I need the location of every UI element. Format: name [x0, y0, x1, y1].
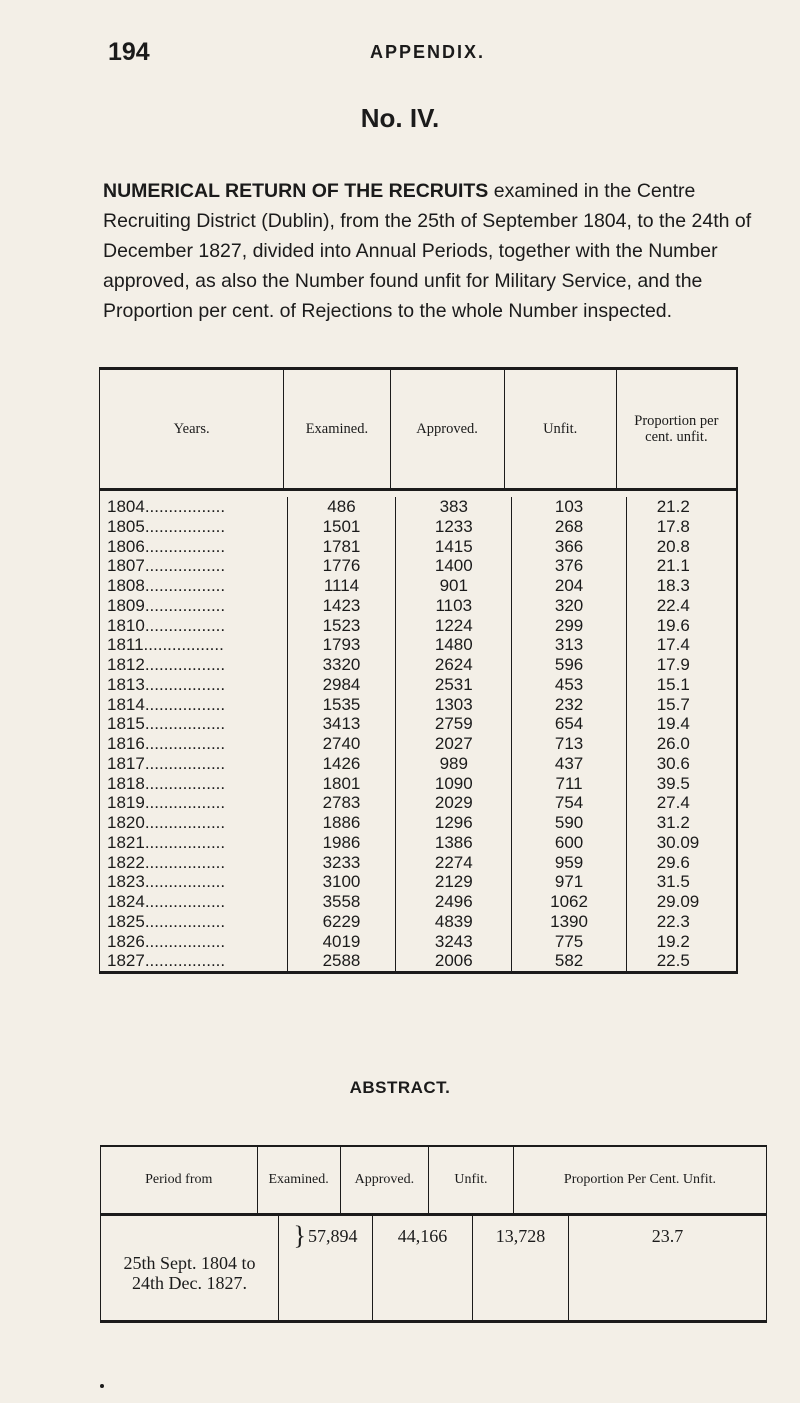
table-cell-year: 1804.................: [107, 497, 226, 516]
table-cell-unfit: 103: [554, 497, 584, 516]
table-cell-proportion: 31.2: [656, 813, 690, 832]
table-cell-unfit: 299: [554, 615, 584, 635]
table-cell-approved: 1303: [434, 694, 473, 714]
abstract-unfit: 13,728: [473, 1216, 569, 1320]
table-cell-approved: 1224: [434, 615, 473, 635]
table-cell-proportion: 39.5: [656, 773, 690, 793]
table-cell-unfit: 437: [554, 753, 584, 773]
table-cell-proportion: 17.9: [656, 655, 690, 674]
page-number: 194: [108, 38, 150, 66]
table-cell-unfit: 376: [554, 556, 584, 576]
table-cell-examined: 1535: [322, 694, 361, 714]
column-years: [100, 497, 288, 971]
table-cell-proportion: 19.4: [656, 714, 690, 734]
table-cell-examined: 1781: [322, 536, 361, 556]
table-cell-examined: 1793: [322, 635, 361, 655]
table-cell-approved: 2027: [434, 734, 473, 753]
table-cell-unfit: 320: [554, 595, 584, 615]
abstract-header-unfit: Unfit.: [429, 1147, 514, 1213]
table-cell-unfit: 775: [554, 931, 584, 951]
table-cell-approved: 1233: [434, 516, 473, 536]
table-cell-examined: 3100: [322, 872, 361, 892]
table-cell-approved: 1090: [434, 773, 473, 793]
table-cell-approved: 3243: [434, 931, 473, 951]
table-cell-examined: 1426: [322, 753, 361, 773]
table-cell-examined: 4019: [322, 931, 361, 951]
header-unfit: Unfit.: [505, 370, 617, 488]
table-cell-year: 1819.................: [107, 793, 226, 813]
abstract-title: ABSTRACT.: [349, 1078, 451, 1097]
table-cell-proportion: 26.0: [656, 734, 690, 753]
table-cell-examined: 3233: [322, 852, 361, 872]
table-cell-examined: 2984: [322, 674, 361, 694]
header-years: Years.: [100, 370, 284, 488]
column-proportion: [627, 497, 736, 971]
table-cell-proportion: 29.09: [656, 892, 700, 911]
intro-paragraph: [103, 176, 765, 326]
table-cell-proportion: 21.1: [656, 556, 690, 576]
table-cell-examined: 1776: [322, 556, 361, 576]
table-cell-year: 1808.................: [107, 576, 226, 595]
table-cell-approved: 2274: [434, 852, 473, 872]
table-cell-year: 1809.................: [107, 595, 226, 615]
table-cell-approved: 2129: [434, 872, 473, 892]
table-cell-proportion: 19.6: [656, 615, 690, 635]
table-cell-approved: 4839: [434, 911, 473, 931]
table-cell-unfit: 582: [554, 951, 584, 971]
table-cell-year: 1825.................: [107, 911, 226, 931]
table-cell-year: 1824.................: [107, 892, 226, 911]
table-cell-examined: 2588: [322, 951, 361, 971]
running-head: APPENDIX.: [370, 42, 486, 62]
abstract-header-approved: Approved.: [341, 1147, 429, 1213]
table-cell-year: 1818.................: [107, 773, 226, 793]
header-examined: Examined.: [284, 370, 390, 488]
table-cell-year: 1826.................: [107, 931, 226, 951]
table-cell-approved: 2006: [434, 951, 473, 971]
abstract-header: [101, 1147, 766, 1216]
table-cell-examined: 2740: [322, 734, 361, 753]
abstract-examined: [279, 1216, 373, 1320]
table-cell-unfit: 711: [555, 773, 583, 793]
table-cell-year: 1820.................: [107, 813, 226, 832]
table-cell-unfit: 590: [554, 813, 584, 832]
abstract-period: [101, 1216, 279, 1320]
abstract-period-line1: 25th Sept. 1804 to: [123, 1253, 256, 1273]
table-cell-approved: 989: [439, 753, 468, 773]
table-cell-examined: 3413: [322, 714, 361, 734]
table-cell-year: 1816.................: [107, 734, 226, 753]
table-cell-approved: 901: [439, 576, 468, 595]
table-cell-year: 1817.................: [107, 753, 226, 773]
table-cell-approved: 2029: [434, 793, 473, 813]
table-cell-examined: 1114: [323, 576, 360, 595]
header-proportion: Proportion per cent. unfit.: [634, 413, 719, 445]
table-cell-examined: 1986: [322, 832, 361, 852]
table-cell-approved: 1296: [434, 813, 473, 832]
table-cell-unfit: 654: [554, 714, 584, 734]
brace-icon: }: [293, 1221, 306, 1250]
table-cell-unfit: 268: [554, 516, 584, 536]
table-cell-approved: 2759: [434, 714, 473, 734]
table-cell-unfit: 754: [554, 793, 584, 813]
table-cell-proportion: 31.5: [656, 872, 690, 892]
table-cell-examined: 6229: [322, 911, 361, 931]
table-cell-approved: 2624: [434, 655, 473, 674]
table-cell-unfit: 600: [554, 832, 584, 852]
abstract-approved: 44,166: [373, 1216, 473, 1320]
table-cell-proportion: 22.4: [656, 595, 690, 615]
table-cell-proportion: 18.3: [656, 576, 690, 595]
table-cell-year: 1815.................: [107, 714, 226, 734]
table-cell-year: 1823.................: [107, 872, 226, 892]
table-cell-approved: 1400: [434, 556, 473, 576]
column-unfit: [512, 497, 626, 971]
abstract-proportion: 23.7: [651, 1226, 684, 1246]
table-cell-proportion: 21.2: [656, 497, 690, 516]
main-table-header: [100, 370, 736, 491]
main-table-body: [100, 491, 736, 971]
table-cell-approved: 383: [439, 497, 468, 516]
table-cell-unfit: 959: [554, 852, 584, 872]
table-cell-year: 1821.................: [107, 832, 226, 852]
table-cell-approved: 1415: [434, 536, 473, 556]
table-cell-examined: 1523: [322, 615, 361, 635]
table-cell-proportion: 29.6: [656, 852, 690, 872]
table-cell-unfit: 366: [554, 536, 584, 556]
table-cell-year: 1814.................: [107, 694, 226, 714]
table-cell-proportion: 17.8: [656, 516, 690, 536]
table-cell-proportion: 27.4: [656, 793, 690, 813]
table-cell-proportion: 15.7: [656, 694, 690, 714]
abstract-period-line2: 24th Dec. 1827.: [132, 1273, 247, 1293]
intro-text: examined in the Centre Recruiting District (Dublin), from the 25th of September 1804, to the 24th of December 1827, divided into Annual Periods, together with the Number approved, as also the Number found unfit for Military Service, and the Proportion per cent. of Rejections to the whole Number inspected.: [103, 180, 752, 322]
abstract-examined-value: 57,894: [307, 1226, 358, 1246]
column-examined: [288, 497, 396, 971]
header-approved: Approved.: [391, 370, 505, 488]
stray-mark: [100, 1384, 104, 1388]
table-cell-unfit: 596: [554, 655, 584, 674]
abstract-header-examined: Examined.: [258, 1147, 341, 1213]
abstract-header-period: Period from: [101, 1147, 258, 1213]
table-cell-examined: 1886: [322, 813, 361, 832]
table-cell-year: 1822.................: [107, 852, 226, 872]
table-cell-proportion: 22.3: [656, 911, 690, 931]
table-cell-unfit: 453: [554, 674, 584, 694]
main-table: [99, 367, 738, 974]
table-cell-year: 1812.................: [107, 655, 226, 674]
abstract-table: [100, 1145, 767, 1323]
table-cell-proportion: 22.5: [656, 951, 690, 971]
table-cell-examined: 3558: [322, 892, 361, 911]
table-cell-year: 1813.................: [107, 674, 226, 694]
table-cell-year: 1807.................: [107, 556, 226, 576]
table-cell-unfit: 1062: [550, 892, 588, 911]
table-cell-unfit: 313: [554, 635, 584, 655]
table-cell-unfit: 713: [554, 734, 584, 753]
table-cell-proportion: 20.8: [656, 536, 690, 556]
table-cell-unfit: 1390: [550, 911, 588, 931]
table-cell-proportion: 19.2: [656, 931, 690, 951]
table-cell-approved: 1480: [434, 635, 473, 655]
table-cell-unfit: 204: [554, 576, 584, 595]
table-cell-approved: 1386: [434, 832, 473, 852]
table-cell-examined: 1501: [322, 516, 361, 536]
intro-lead: NUMERICAL RETURN OF THE RECRUITS: [103, 180, 489, 202]
table-cell-year: 1827.................: [107, 951, 226, 971]
table-cell-approved: 2531: [434, 674, 473, 694]
table-cell-year: 1811.................: [107, 635, 224, 655]
table-cell-unfit: 232: [554, 694, 584, 714]
table-cell-examined: 486: [327, 497, 356, 516]
table-cell-year: 1810.................: [107, 615, 226, 635]
table-cell-year: 1806.................: [107, 536, 226, 556]
abstract-header-proportion: Proportion Per Cent. Unfit.: [563, 1172, 716, 1187]
table-cell-examined: 2783: [322, 793, 361, 813]
table-cell-examined: 1423: [322, 595, 361, 615]
table-cell-proportion: 15.1: [656, 674, 690, 694]
table-cell-unfit: 971: [554, 872, 584, 892]
table-cell-examined: 3320: [322, 655, 361, 674]
table-cell-approved: 1103: [435, 595, 473, 615]
table-cell-proportion: 30.6: [656, 753, 690, 773]
column-approved: [396, 497, 512, 971]
table-cell-approved: 2496: [434, 892, 473, 911]
abstract-row: [101, 1216, 766, 1320]
table-cell-examined: 1801: [322, 773, 361, 793]
section-title: No. IV.: [360, 103, 440, 133]
table-cell-proportion: 30.09: [656, 832, 700, 852]
table-cell-proportion: 17.4: [656, 635, 690, 655]
table-cell-year: 1805.................: [107, 516, 226, 536]
